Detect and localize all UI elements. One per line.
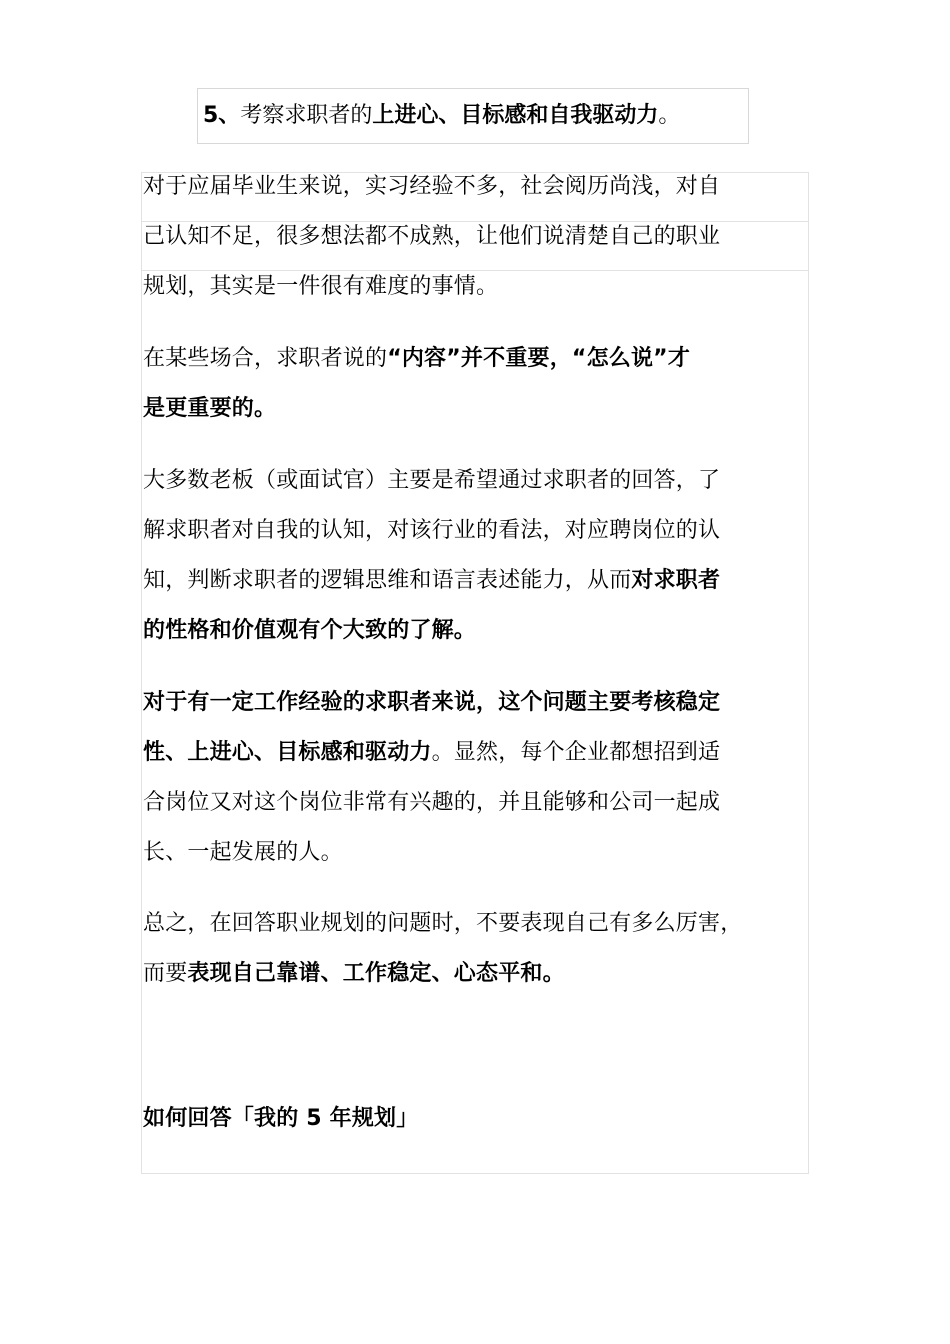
text-normal: 而要 — [143, 961, 188, 986]
paragraph-interviewer — [143, 456, 807, 656]
text-line — [143, 728, 807, 778]
section-heading — [203, 98, 748, 134]
text-line: 规划，其实是一件很有难度的事情。 — [143, 274, 499, 299]
text-line — [143, 949, 807, 999]
text-bold: 性、上进心、目标感和驱动力 — [143, 740, 432, 765]
section-title — [143, 1094, 807, 1144]
text-bold: 对于有一定工作经验的求职者来说，这个问题主要考核稳定 — [143, 690, 721, 715]
text-line: 大多数老板（或面试官）主要是希望通过求职者的回答，了 — [143, 468, 721, 493]
paragraph-graduates — [143, 162, 807, 312]
paragraph-how-to-say — [143, 334, 807, 434]
paragraph-experienced — [143, 678, 807, 878]
text-bold: 对求职者 — [631, 568, 721, 593]
heading-bold: 上进心、目标感和自我驱动力 — [372, 103, 659, 128]
heading-number: 5、 — [203, 103, 241, 128]
text-line: 合岗位又对这个岗位非常有兴趣的，并且能够和公司一起成 — [143, 790, 721, 815]
text-line — [143, 334, 807, 384]
text-line — [143, 606, 807, 656]
content-frame — [141, 172, 809, 1174]
text-line: 对于应届毕业生来说，实习经验不多，社会阅历尚浅，对自 — [143, 174, 721, 199]
text-normal: 在某些场合，求职者说的 — [143, 346, 388, 371]
text-normal: 知，判断求职者的逻辑思维和语言表述能力，从而 — [143, 568, 632, 593]
section-title-text: 如何回答「我的 5 年规划」 — [143, 1106, 419, 1131]
text-line — [143, 556, 807, 606]
text-line: 总之，在回答职业规划的问题时，不要表现自己有多么厉害， — [143, 911, 743, 936]
text-bold: “内容”并不重要，“怎么说”才 — [387, 346, 691, 371]
text-bold: 是更重要的。 — [143, 396, 277, 421]
text-bold: 的性格和价值观有个大致的了解。 — [143, 618, 477, 643]
text-bold: 表现自己靠谱、工作稳定、心态平和。 — [187, 961, 565, 986]
text-line — [143, 678, 807, 728]
heading-lead: 考察求职者的 — [240, 103, 373, 128]
text-normal: 。显然，每个企业都想招到适 — [431, 740, 721, 765]
text-line — [143, 384, 807, 434]
paragraph-summary — [143, 899, 807, 999]
text-line: 己认知不足，很多想法都不成熟，让他们说清楚自己的职业 — [143, 224, 721, 249]
text-line: 解求职者对自我的认知，对该行业的看法，对应聘岗位的认 — [143, 518, 721, 543]
text-line: 长、一起发展的人。 — [143, 840, 343, 865]
heading-end: 。 — [658, 103, 681, 128]
